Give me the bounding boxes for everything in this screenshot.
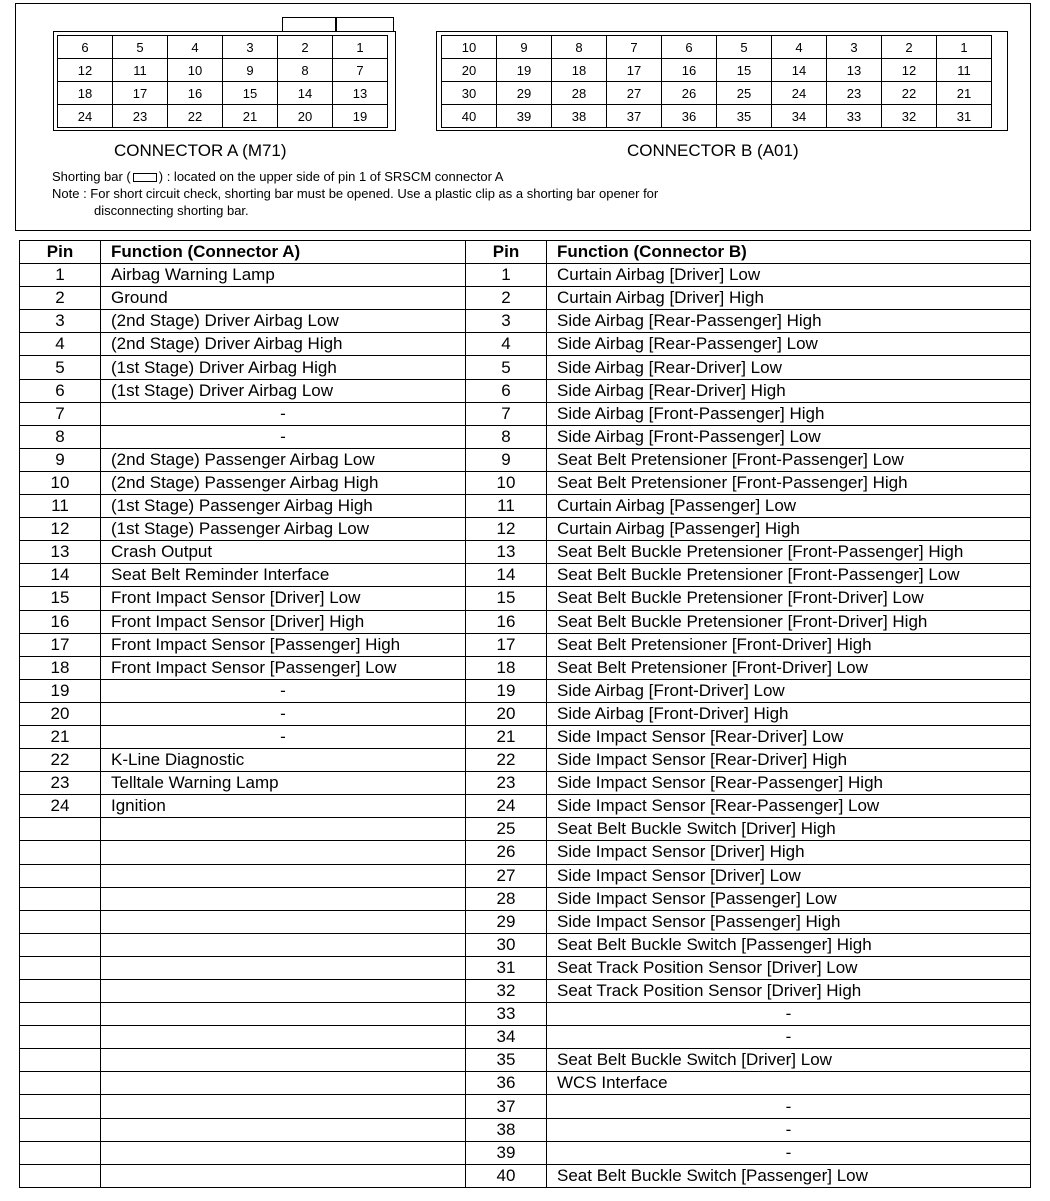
pin-cell: 12 [882, 59, 937, 82]
pin-b-cell: 33 [466, 1003, 547, 1026]
pin-a-cell: 6 [20, 379, 101, 402]
table-row [20, 1141, 1031, 1164]
pin-b-cell: 27 [466, 864, 547, 887]
table-row [20, 749, 1031, 772]
pin-cell: 27 [607, 82, 662, 105]
note-text: ) : located on the upper side of pin 1 of SRSCM connector A [158, 169, 504, 184]
function-a-cell [101, 1118, 466, 1141]
function-a-cell [101, 841, 466, 864]
pin-cell: 6 [58, 36, 113, 59]
function-b-cell: Side Airbag [Front-Passenger] High [547, 402, 1031, 425]
function-a-cell [101, 887, 466, 910]
pin-a-cell: 5 [20, 356, 101, 379]
table-row [20, 264, 1031, 287]
note-text: Shorting bar ( [52, 169, 131, 184]
pin-b-cell: 18 [466, 656, 547, 679]
pin-cell: 13 [333, 82, 388, 105]
pin-a-cell: 20 [20, 702, 101, 725]
table-row [20, 518, 1031, 541]
connector-a-latch [282, 17, 336, 31]
function-b-cell: Curtain Airbag [Passenger] Low [547, 495, 1031, 518]
function-a-cell: (2nd Stage) Driver Airbag Low [101, 310, 466, 333]
shorting-bar-note [52, 168, 658, 185]
pin-a-cell [20, 1072, 101, 1095]
pin-b-cell: 6 [466, 379, 547, 402]
function-b-cell: Side Impact Sensor [Driver] Low [547, 864, 1031, 887]
pin-b-cell: 21 [466, 725, 547, 748]
table-row [20, 956, 1031, 979]
pin-cell: 9 [223, 59, 278, 82]
pin-b-cell: 9 [466, 448, 547, 471]
function-a-cell [101, 1049, 466, 1072]
function-a-cell: Crash Output [101, 541, 466, 564]
function-a-cell [101, 818, 466, 841]
function-a-cell [101, 1072, 466, 1095]
table-row [20, 610, 1031, 633]
connector-diagram [15, 3, 1031, 231]
pin-cell: 1 [937, 36, 992, 59]
pin-a-cell [20, 933, 101, 956]
connector-a-latch [336, 17, 394, 31]
pin-cell: 17 [607, 59, 662, 82]
pin-b-cell: 30 [466, 933, 547, 956]
pin-cell: 22 [882, 82, 937, 105]
function-a-cell: Front Impact Sensor [Driver] Low [101, 587, 466, 610]
function-a-cell [101, 1003, 466, 1026]
pin-b-cell: 29 [466, 910, 547, 933]
function-b-cell: Seat Belt Buckle Pretensioner [Front-Driver] Low [547, 587, 1031, 610]
table-row [20, 379, 1031, 402]
function-a-cell: Airbag Warning Lamp [101, 264, 466, 287]
pin-cell: 9 [497, 36, 552, 59]
table-row [20, 933, 1031, 956]
pin-cell: 1 [333, 36, 388, 59]
pin-cell: 17 [113, 82, 168, 105]
function-b-cell: Seat Belt Buckle Switch [Passenger] High [547, 933, 1031, 956]
pin-cell: 24 [772, 82, 827, 105]
function-b-cell: Seat Belt Pretensioner [Front-Passenger] Low [547, 448, 1031, 471]
pin-b-cell: 19 [466, 679, 547, 702]
pin-cell: 13 [827, 59, 882, 82]
table-row [20, 333, 1031, 356]
notes [52, 168, 658, 219]
pin-cell: 2 [882, 36, 937, 59]
connector-b-pin-grid [441, 35, 992, 128]
pin-cell: 14 [772, 59, 827, 82]
shorting-bar-icon [133, 173, 157, 182]
table-row [20, 679, 1031, 702]
table-row [20, 1095, 1031, 1118]
pin-cell: 33 [827, 105, 882, 128]
header-pin-b: Pin [466, 241, 547, 264]
function-a-cell: - [101, 725, 466, 748]
header-function-a: Function (Connector A) [101, 241, 466, 264]
function-b-cell: Side Airbag [Rear-Passenger] Low [547, 333, 1031, 356]
function-b-cell: WCS Interface [547, 1072, 1031, 1095]
table-row [20, 772, 1031, 795]
pin-b-cell: 26 [466, 841, 547, 864]
pin-b-cell: 12 [466, 518, 547, 541]
pin-cell: 4 [168, 36, 223, 59]
pin-cell: 24 [58, 105, 113, 128]
table-row [20, 310, 1031, 333]
function-a-cell [101, 864, 466, 887]
function-a-cell [101, 980, 466, 1003]
function-a-cell: - [101, 402, 466, 425]
pin-cell: 38 [552, 105, 607, 128]
pin-b-cell: 16 [466, 610, 547, 633]
table-row [20, 1118, 1031, 1141]
pin-b-cell: 23 [466, 772, 547, 795]
pin-cell: 29 [497, 82, 552, 105]
function-a-cell [101, 933, 466, 956]
pin-cell: 19 [497, 59, 552, 82]
table-row [20, 818, 1031, 841]
function-b-cell: Curtain Airbag [Driver] High [547, 287, 1031, 310]
pin-cell: 22 [168, 105, 223, 128]
short-circuit-note-cont: disconnecting shorting bar. [94, 203, 249, 218]
pin-cell: 39 [497, 105, 552, 128]
pin-b-cell: 3 [466, 310, 547, 333]
function-a-cell: (2nd Stage) Passenger Airbag High [101, 471, 466, 494]
table-row [20, 495, 1031, 518]
connector-a-label: CONNECTOR A (M71) [114, 141, 287, 160]
pin-cell: 11 [113, 59, 168, 82]
table-row [20, 887, 1031, 910]
table-header-row [20, 241, 1031, 264]
function-b-cell: Curtain Airbag [Passenger] High [547, 518, 1031, 541]
pin-a-cell: 18 [20, 656, 101, 679]
pin-a-cell [20, 887, 101, 910]
function-a-cell: Seat Belt Reminder Interface [101, 564, 466, 587]
grid-row [58, 82, 388, 105]
function-b-cell: Side Impact Sensor [Rear-Passenger] Low [547, 795, 1031, 818]
table-row [20, 356, 1031, 379]
pin-a-cell: 7 [20, 402, 101, 425]
function-a-cell [101, 1095, 466, 1118]
function-a-cell: - [101, 425, 466, 448]
function-a-cell: K-Line Diagnostic [101, 749, 466, 772]
function-b-cell: Seat Track Position Sensor [Driver] Low [547, 956, 1031, 979]
function-a-cell: - [101, 702, 466, 725]
pin-b-cell: 7 [466, 402, 547, 425]
grid-row [58, 59, 388, 82]
function-b-cell: Side Airbag [Front-Passenger] Low [547, 425, 1031, 448]
pin-cell: 36 [662, 105, 717, 128]
pin-cell: 18 [58, 82, 113, 105]
connector-a-pin-grid [57, 35, 388, 128]
pin-a-cell [20, 980, 101, 1003]
connector-b-label: CONNECTOR B (A01) [627, 141, 799, 160]
pin-b-cell: 32 [466, 980, 547, 1003]
pin-cell: 12 [58, 59, 113, 82]
pin-b-cell: 14 [466, 564, 547, 587]
function-b-cell: Side Impact Sensor [Passenger] Low [547, 887, 1031, 910]
table-row [20, 725, 1031, 748]
table-row [20, 287, 1031, 310]
pin-a-cell: 23 [20, 772, 101, 795]
function-b-cell: Seat Belt Pretensioner [Front-Driver] High [547, 633, 1031, 656]
pin-cell: 32 [882, 105, 937, 128]
grid-row [58, 36, 388, 59]
function-a-cell: (1st Stage) Driver Airbag Low [101, 379, 466, 402]
pin-b-cell: 22 [466, 749, 547, 772]
table-row [20, 448, 1031, 471]
function-b-cell: Side Airbag [Rear-Driver] Low [547, 356, 1031, 379]
pin-cell: 4 [772, 36, 827, 59]
pin-cell: 20 [278, 105, 333, 128]
function-a-cell: (2nd Stage) Driver Airbag High [101, 333, 466, 356]
function-a-cell [101, 956, 466, 979]
pin-a-cell: 3 [20, 310, 101, 333]
function-b-cell: Seat Belt Buckle Pretensioner [Front-Passenger] Low [547, 564, 1031, 587]
pin-a-cell: 16 [20, 610, 101, 633]
pin-function-table [19, 240, 1031, 1188]
grid-row [442, 59, 992, 82]
pin-a-cell [20, 1118, 101, 1141]
pin-a-cell: 14 [20, 564, 101, 587]
pin-cell: 18 [552, 59, 607, 82]
pin-b-cell: 10 [466, 471, 547, 494]
pin-a-cell: 2 [20, 287, 101, 310]
pin-cell: 3 [223, 36, 278, 59]
table-row [20, 541, 1031, 564]
pin-a-cell: 22 [20, 749, 101, 772]
grid-row [58, 105, 388, 128]
pin-cell: 31 [937, 105, 992, 128]
table-row [20, 864, 1031, 887]
pin-a-cell [20, 1049, 101, 1072]
function-b-cell: Side Impact Sensor [Driver] High [547, 841, 1031, 864]
table-row [20, 633, 1031, 656]
function-a-cell: Front Impact Sensor [Passenger] High [101, 633, 466, 656]
pin-cell: 5 [113, 36, 168, 59]
pin-b-cell: 1 [466, 264, 547, 287]
pin-a-cell: 9 [20, 448, 101, 471]
pin-b-cell: 17 [466, 633, 547, 656]
pin-a-cell: 21 [20, 725, 101, 748]
pin-cell: 25 [717, 82, 772, 105]
function-b-cell: Seat Belt Pretensioner [Front-Driver] Low [547, 656, 1031, 679]
pin-cell: 15 [717, 59, 772, 82]
pin-b-cell: 2 [466, 287, 547, 310]
pin-b-cell: 28 [466, 887, 547, 910]
function-b-cell: Side Impact Sensor [Passenger] High [547, 910, 1031, 933]
pin-a-cell: 1 [20, 264, 101, 287]
table-row [20, 841, 1031, 864]
pin-a-cell [20, 1141, 101, 1164]
pin-cell: 21 [937, 82, 992, 105]
function-b-cell: Seat Belt Buckle Pretensioner [Front-Driver] High [547, 610, 1031, 633]
function-a-cell [101, 1164, 466, 1187]
pin-a-cell [20, 818, 101, 841]
pin-cell: 20 [442, 59, 497, 82]
table-row [20, 795, 1031, 818]
pin-a-cell [20, 956, 101, 979]
function-a-cell: Front Impact Sensor [Passenger] Low [101, 656, 466, 679]
table-row [20, 910, 1031, 933]
table-row [20, 980, 1031, 1003]
pin-b-cell: 11 [466, 495, 547, 518]
function-b-cell: - [547, 1026, 1031, 1049]
function-b-cell: Side Airbag [Front-Driver] Low [547, 679, 1031, 702]
pin-b-cell: 31 [466, 956, 547, 979]
pin-b-cell: 15 [466, 587, 547, 610]
table-row [20, 402, 1031, 425]
table-row [20, 1026, 1031, 1049]
function-a-cell [101, 1026, 466, 1049]
function-b-cell: - [547, 1141, 1031, 1164]
table-row [20, 564, 1031, 587]
function-a-cell: (2nd Stage) Passenger Airbag Low [101, 448, 466, 471]
table-row [20, 471, 1031, 494]
pin-cell: 3 [827, 36, 882, 59]
pin-cell: 15 [223, 82, 278, 105]
function-b-cell: - [547, 1003, 1031, 1026]
function-b-cell: Seat Belt Buckle Pretensioner [Front-Passenger] High [547, 541, 1031, 564]
pin-cell: 14 [278, 82, 333, 105]
pin-b-cell: 13 [466, 541, 547, 564]
pin-cell: 2 [278, 36, 333, 59]
table-row [20, 425, 1031, 448]
pin-b-cell: 25 [466, 818, 547, 841]
pin-cell: 16 [662, 59, 717, 82]
pin-cell: 35 [717, 105, 772, 128]
function-b-cell: Seat Track Position Sensor [Driver] High [547, 980, 1031, 1003]
pin-cell: 6 [662, 36, 717, 59]
pin-cell: 23 [827, 82, 882, 105]
pin-a-cell: 4 [20, 333, 101, 356]
pin-cell: 23 [113, 105, 168, 128]
pin-b-cell: 40 [466, 1164, 547, 1187]
pin-a-cell [20, 910, 101, 933]
pin-a-cell [20, 1003, 101, 1026]
pin-cell: 16 [168, 82, 223, 105]
pin-b-cell: 35 [466, 1049, 547, 1072]
pin-b-cell: 20 [466, 702, 547, 725]
table-row [20, 702, 1031, 725]
pin-a-cell: 17 [20, 633, 101, 656]
pin-cell: 34 [772, 105, 827, 128]
pin-a-cell [20, 1095, 101, 1118]
function-a-cell: Ignition [101, 795, 466, 818]
pin-b-cell: 4 [466, 333, 547, 356]
function-a-cell [101, 910, 466, 933]
pin-a-cell [20, 1026, 101, 1049]
function-b-cell: Side Impact Sensor [Rear-Driver] Low [547, 725, 1031, 748]
table-row [20, 1072, 1031, 1095]
pin-b-cell: 5 [466, 356, 547, 379]
grid-row [442, 82, 992, 105]
table-row [20, 1164, 1031, 1187]
pin-cell: 8 [278, 59, 333, 82]
function-a-cell: Telltale Warning Lamp [101, 772, 466, 795]
pin-a-cell [20, 1164, 101, 1187]
function-a-cell: (1st Stage) Passenger Airbag Low [101, 518, 466, 541]
function-b-cell: - [547, 1118, 1031, 1141]
function-a-cell: Front Impact Sensor [Driver] High [101, 610, 466, 633]
table-row [20, 587, 1031, 610]
pin-a-cell: 10 [20, 471, 101, 494]
function-b-cell: Seat Belt Buckle Switch [Driver] Low [547, 1049, 1031, 1072]
function-b-cell: - [547, 1095, 1031, 1118]
pin-cell: 7 [607, 36, 662, 59]
table-row [20, 1003, 1031, 1026]
pin-a-cell: 13 [20, 541, 101, 564]
pin-a-cell: 19 [20, 679, 101, 702]
pin-cell: 10 [442, 36, 497, 59]
pin-a-cell: 12 [20, 518, 101, 541]
pin-cell: 7 [333, 59, 388, 82]
function-b-cell: Side Airbag [Rear-Passenger] High [547, 310, 1031, 333]
function-b-cell: Seat Belt Buckle Switch [Passenger] Low [547, 1164, 1031, 1187]
function-b-cell: Seat Belt Buckle Switch [Driver] High [547, 818, 1031, 841]
function-b-cell: Side Airbag [Front-Driver] High [547, 702, 1031, 725]
pin-b-cell: 37 [466, 1095, 547, 1118]
table-row [20, 656, 1031, 679]
pin-b-cell: 38 [466, 1118, 547, 1141]
header-function-b: Function (Connector B) [547, 241, 1031, 264]
function-a-cell: - [101, 679, 466, 702]
short-circuit-note: Note : For short circuit check, shorting bar must be opened. Use a plastic clip as a shorting bar opener for [52, 186, 659, 201]
table-row [20, 1049, 1031, 1072]
pin-cell: 8 [552, 36, 607, 59]
function-a-cell: (1st Stage) Driver Airbag High [101, 356, 466, 379]
function-a-cell: Ground [101, 287, 466, 310]
function-b-cell: Side Impact Sensor [Rear-Driver] High [547, 749, 1031, 772]
pin-cell: 26 [662, 82, 717, 105]
pin-a-cell [20, 841, 101, 864]
pin-b-cell: 24 [466, 795, 547, 818]
grid-row [442, 36, 992, 59]
function-b-cell: Curtain Airbag [Driver] Low [547, 264, 1031, 287]
function-b-cell: Side Airbag [Rear-Driver] High [547, 379, 1031, 402]
pin-a-cell: 24 [20, 795, 101, 818]
grid-row [442, 105, 992, 128]
function-a-cell [101, 1141, 466, 1164]
pin-b-cell: 8 [466, 425, 547, 448]
pin-b-cell: 34 [466, 1026, 547, 1049]
pin-a-cell: 8 [20, 425, 101, 448]
header-pin-a: Pin [20, 241, 101, 264]
function-b-cell: Seat Belt Pretensioner [Front-Passenger] High [547, 471, 1031, 494]
pin-cell: 40 [442, 105, 497, 128]
pin-cell: 21 [223, 105, 278, 128]
pin-cell: 30 [442, 82, 497, 105]
pin-a-cell [20, 864, 101, 887]
pin-a-cell: 15 [20, 587, 101, 610]
pin-cell: 10 [168, 59, 223, 82]
function-b-cell: Side Impact Sensor [Rear-Passenger] High [547, 772, 1031, 795]
pin-cell: 28 [552, 82, 607, 105]
function-a-cell: (1st Stage) Passenger Airbag High [101, 495, 466, 518]
pin-cell: 11 [937, 59, 992, 82]
pin-a-cell: 11 [20, 495, 101, 518]
pin-cell: 19 [333, 105, 388, 128]
pin-cell: 5 [717, 36, 772, 59]
pin-b-cell: 39 [466, 1141, 547, 1164]
pin-b-cell: 36 [466, 1072, 547, 1095]
pin-cell: 37 [607, 105, 662, 128]
